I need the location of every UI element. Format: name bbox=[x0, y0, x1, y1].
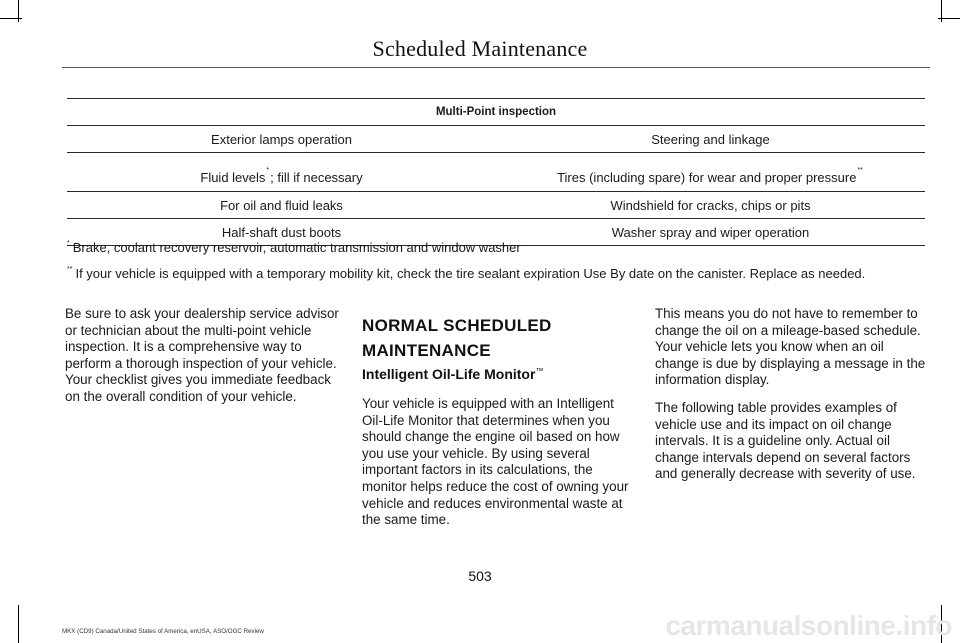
table-cell: For oil and fluid leaks bbox=[67, 192, 496, 219]
watermark: carmanualsonline.info bbox=[665, 610, 952, 641]
footnote-marker: * bbox=[266, 167, 270, 174]
table-cell-text: Tires (including spare) for wear and proper pressure bbox=[557, 170, 857, 185]
body-paragraph: Your vehicle is equipped with an Intelligent Oil-Life Monitor that determines when you should change the engine oil based on how you use your vehicle. By using several important factors in its calculations, the monitor helps reduce the cost of owning your vehicle and reduces environmental waste at the same time. bbox=[362, 396, 629, 528]
middle-column bbox=[362, 396, 634, 540]
table-cell-text: Fluid levels bbox=[200, 170, 266, 185]
section-heading: NORMAL SCHEDULED MAINTENANCE bbox=[362, 316, 552, 360]
table-cell-text: ; fill if necessary bbox=[270, 170, 363, 185]
table-row bbox=[67, 192, 925, 219]
table-cell: Exterior lamps operation bbox=[67, 126, 496, 153]
right-column bbox=[655, 306, 929, 494]
footnote-mark: ** bbox=[67, 266, 73, 273]
footnote-text: If your vehicle is equipped with a temporary mobility kit, check the tire sealant expiration Use By date on the canister. Replace as needed. bbox=[75, 266, 866, 281]
body-paragraph: Be sure to ask your dealership service advisor or technician about the multi-point vehicle inspection. It is a comprehensive way to perform a thorough inspection of your vehicle. Your checklist gives you immediate feedback on the overall condition of your vehicle. bbox=[65, 306, 339, 404]
crop-mark bbox=[18, 605, 19, 643]
table-cell: Washer spray and wiper operation bbox=[496, 219, 925, 246]
left-column bbox=[65, 306, 341, 417]
table-cell: Windshield for cracks, chips or pits bbox=[496, 192, 925, 219]
footnote bbox=[67, 266, 865, 281]
table-cell: Half-shaft dust boots bbox=[67, 219, 496, 246]
page-number: 503 bbox=[468, 568, 492, 584]
trademark-symbol: ™ bbox=[535, 366, 544, 376]
table-cell: Steering and linkage bbox=[496, 126, 925, 153]
footnote-text: Brake, coolant recovery reservoir, automatic transmission and window washer bbox=[72, 240, 521, 255]
document-id: MKX (CD9) Canada/United States of America, enUSA, ASO/OGC Review bbox=[62, 628, 264, 635]
page-title: Scheduled Maintenance bbox=[372, 36, 588, 61]
crop-mark bbox=[938, 18, 960, 19]
subsection-heading-text: Intelligent Oil-Life Monitor bbox=[362, 366, 536, 382]
header-divider bbox=[62, 67, 930, 68]
footnote-mark: * bbox=[67, 240, 70, 247]
table-cell bbox=[496, 153, 925, 192]
body-paragraph: This means you do not have to remember to change the oil on a mileage-based schedule. Your vehicle lets you know when an oil change is due by displaying a message in the information display. bbox=[655, 306, 926, 388]
table-row bbox=[67, 153, 925, 192]
table-row bbox=[67, 126, 925, 153]
subsection-heading bbox=[362, 366, 543, 382]
table-title: Multi-Point inspection bbox=[67, 99, 925, 126]
footnote bbox=[67, 240, 521, 255]
table-cell bbox=[67, 153, 496, 192]
body-paragraph: The following table provides examples of vehicle use and its impact on oil change intervals. It is a guideline only. Actual oil change intervals depend on several factors and generally decrease with severity of use. bbox=[655, 399, 916, 482]
table-header-row bbox=[67, 99, 925, 126]
multi-point-inspection-table bbox=[67, 98, 925, 246]
footnote-marker: ** bbox=[857, 167, 863, 174]
crop-mark bbox=[0, 18, 22, 19]
